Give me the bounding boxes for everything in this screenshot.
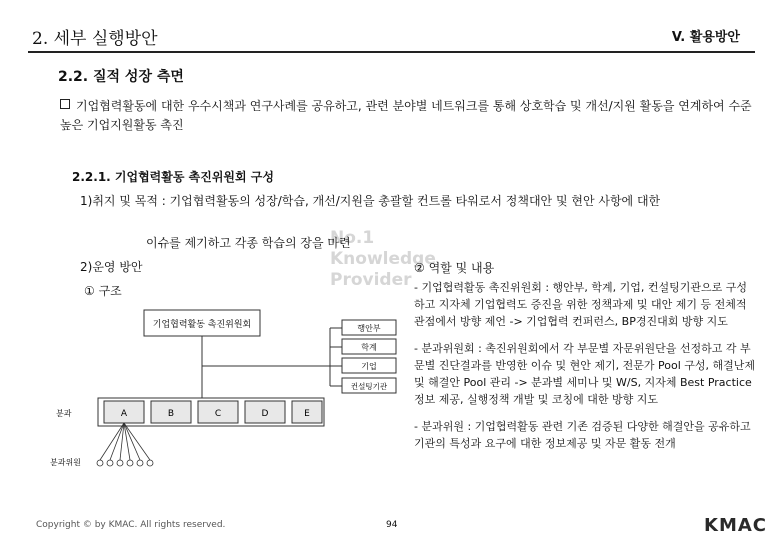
member-label: 기업: [361, 362, 377, 371]
roles-section: [414, 260, 756, 462]
watermark-line-1: No.1: [330, 228, 375, 248]
bullet-text: 기업협력활동에 대한 우수시책과 연구사례를 공유하고, 관련 분야별 네트워크를 통해 상호학습 및 개선/지원 활동을 연계하여 수준 높은 기업지원활동 촉진: [60, 99, 752, 132]
kmac-logo: KMAC: [704, 515, 768, 536]
chapter-label: V. 활용방안: [671, 30, 740, 45]
operation-heading: 2)운영 방안: [80, 260, 143, 274]
page-header-title: 2. 세부 실행방안: [32, 29, 158, 49]
watermark-line-3: Provider: [330, 270, 412, 290]
member-label: 학계: [361, 343, 377, 352]
roles-heading: ② 역할 및 내용: [414, 261, 495, 275]
page-number: 94: [386, 520, 398, 530]
roles-committee-text: - 기업협력활동 촉진위원회 : 행안부, 학계, 기업, 컨설팅기관으로 구성하고 지자체 기업협력도 증진을 위한 정책과제 및 대안 제기 등 전체적 관점에서 방향 제언 -> 기업협력 컨퍼런스, BP경진대회 방향 지도: [414, 281, 748, 328]
member-label: 컨설팅기관: [350, 382, 388, 391]
subsection-title: 2.2.1. 기업협력활동 촉진위원회 구성: [72, 170, 274, 184]
header-divider: [28, 51, 755, 53]
member-label: 행안부: [357, 324, 381, 333]
purpose-text: 1)취지 및 목적 : 기업협력활동의 성장/학습, 개선/지원을 총괄할 컨트롤 타워로서 정책대안 및 현안 사항에 대한: [80, 194, 661, 208]
subcommittee-label: C: [214, 409, 222, 419]
structure-heading: ① 구조: [84, 284, 122, 298]
member-fanout: [100, 423, 150, 460]
copyright: Copyright © by KMAC. All rights reserved.: [36, 520, 226, 530]
watermark-line-2: Knowledge: [330, 249, 436, 269]
subcommittee-label: D: [261, 409, 269, 419]
bullet-paragraph: [60, 97, 756, 135]
roles-member-text: - 분과위원 : 기업협력활동 관련 기존 검증된 다양한 해결안을 공유하고 기관의 특성과 요구에 대한 정보제공 및 자문 활동 전개: [414, 420, 751, 450]
committee-label: 기업협력활동 촉진위원회: [152, 320, 252, 330]
subcommittee-label: B: [167, 409, 175, 419]
roles-subcommittee-text: - 분과위원회 : 촉진위원회에서 각 부문별 자문위원단을 선정하고 각 부문별 진단결과를 반영한 이슈 및 현안 제기, 전문가 Pool 구성, 해결난제 및 해결안 Pool 관리 -> 분과별 세미나 및 W/S, 지자체 Best Practice 정보 제공, 실행정책 개발 및 코칭에 대한 방향 지도: [414, 342, 755, 406]
subcommittee-row-label: 분과: [56, 409, 72, 418]
member-nodes: [97, 460, 153, 466]
purpose-text-continued: 이슈를 제기하고 각종 학습의 장을 마련: [146, 236, 351, 250]
subcommittee-label: A: [120, 409, 128, 419]
section-title: 2.2. 질적 성장 측면: [58, 69, 184, 85]
square-bullet-icon: [60, 99, 70, 109]
member-row-label: 분과위원: [50, 458, 81, 467]
org-diagram: [40, 300, 410, 510]
subcommittee-label: E: [304, 409, 310, 419]
